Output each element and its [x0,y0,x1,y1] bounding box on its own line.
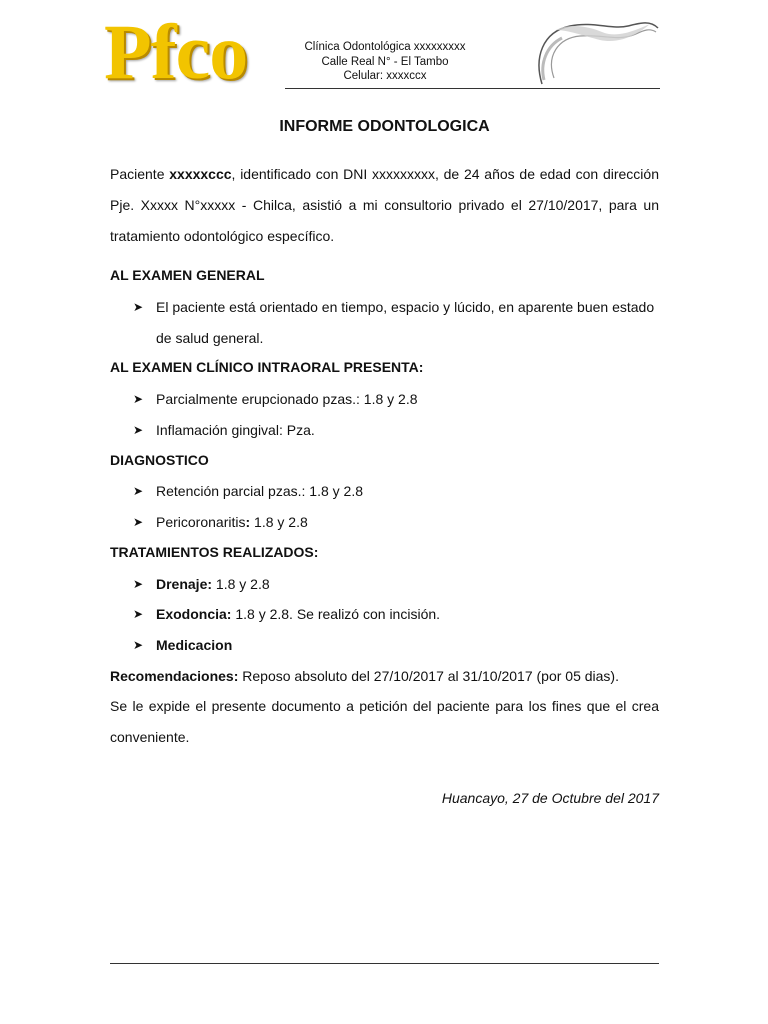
list-item: ➤ Inflamación gingival: Pza. [133,415,659,446]
list-item: ➤ Exodoncia: 1.8 y 2.8. Se realizó con incisión. [133,599,659,630]
clinic-logo: Pfco [104,8,248,95]
place-date: Huancayo, 27 de Octubre del 2017 [441,790,659,806]
arrow-bullet-icon: ➤ [133,607,144,621]
list-item: ➤ Parcialmente erupcionado pzas.: 1.8 y 2.8 [133,384,659,415]
list-item: ➤ Pericoronaritis: 1.8 y 2.8 [133,507,659,538]
list-item: ➤ El paciente está orientado en tiempo, espacio y lúcido, en aparente buen estado de salud general. [133,292,659,354]
intro-paragraph: Paciente xxxxxccc, identificado con DNI xxxxxxxxx, de 24 años de edad con dirección Pje. Xxxxx N°xxxxx - Chilca, asistió a mi consultorio privado el 27/10/2017, para un tratamiento odontológico específico. [110,166,659,244]
footer-divider [110,963,659,964]
section-heading-diagnostico: DIAGNOSTICO [110,452,209,468]
arrow-bullet-icon: ➤ [133,515,144,529]
closing-paragraph: Se le expide el presente documento a petición del paciente para los fines que el crea conveniente. [110,698,659,745]
list-item: ➤ Drenaje: 1.8 y 2.8 [133,569,659,600]
section-heading-tratamientos: TRATAMIENTOS REALIZADOS: [110,544,319,560]
arrow-bullet-icon: ➤ [133,300,144,314]
clinic-name: Clínica Odontológica xxxxxxxxx [304,41,466,53]
section-heading-clinico: AL EXAMEN CLÍNICO INTRAORAL PRESENTA: [110,359,424,375]
clinic-info [285,40,485,84]
recommendations: Recomendaciones: Reposo absoluto del 27/10/2017 al 31/10/2017 (por 05 dias). [110,668,619,684]
list-item: ➤ Medicacion [133,630,659,661]
clinic-address: Calle Real N° - El Tambo [321,55,449,68]
patient-name: xxxxxccc [169,166,232,182]
arrow-bullet-icon: ➤ [133,638,144,652]
arrow-bullet-icon: ➤ [133,484,144,498]
document-title: INFORME ODONTOLOGICA [279,118,490,135]
arrow-bullet-icon: ➤ [133,423,144,437]
arrow-bullet-icon: ➤ [133,392,144,406]
clinic-phone: Celular: xxxxccx [343,70,427,82]
arrow-bullet-icon: ➤ [133,577,144,591]
list-item: ➤ Retención parcial pzas.: 1.8 y 2.8 [133,476,659,507]
section-heading-general: AL EXAMEN GENERAL [110,267,265,283]
swoosh-decoration-icon [532,18,662,88]
header-divider [285,88,660,89]
